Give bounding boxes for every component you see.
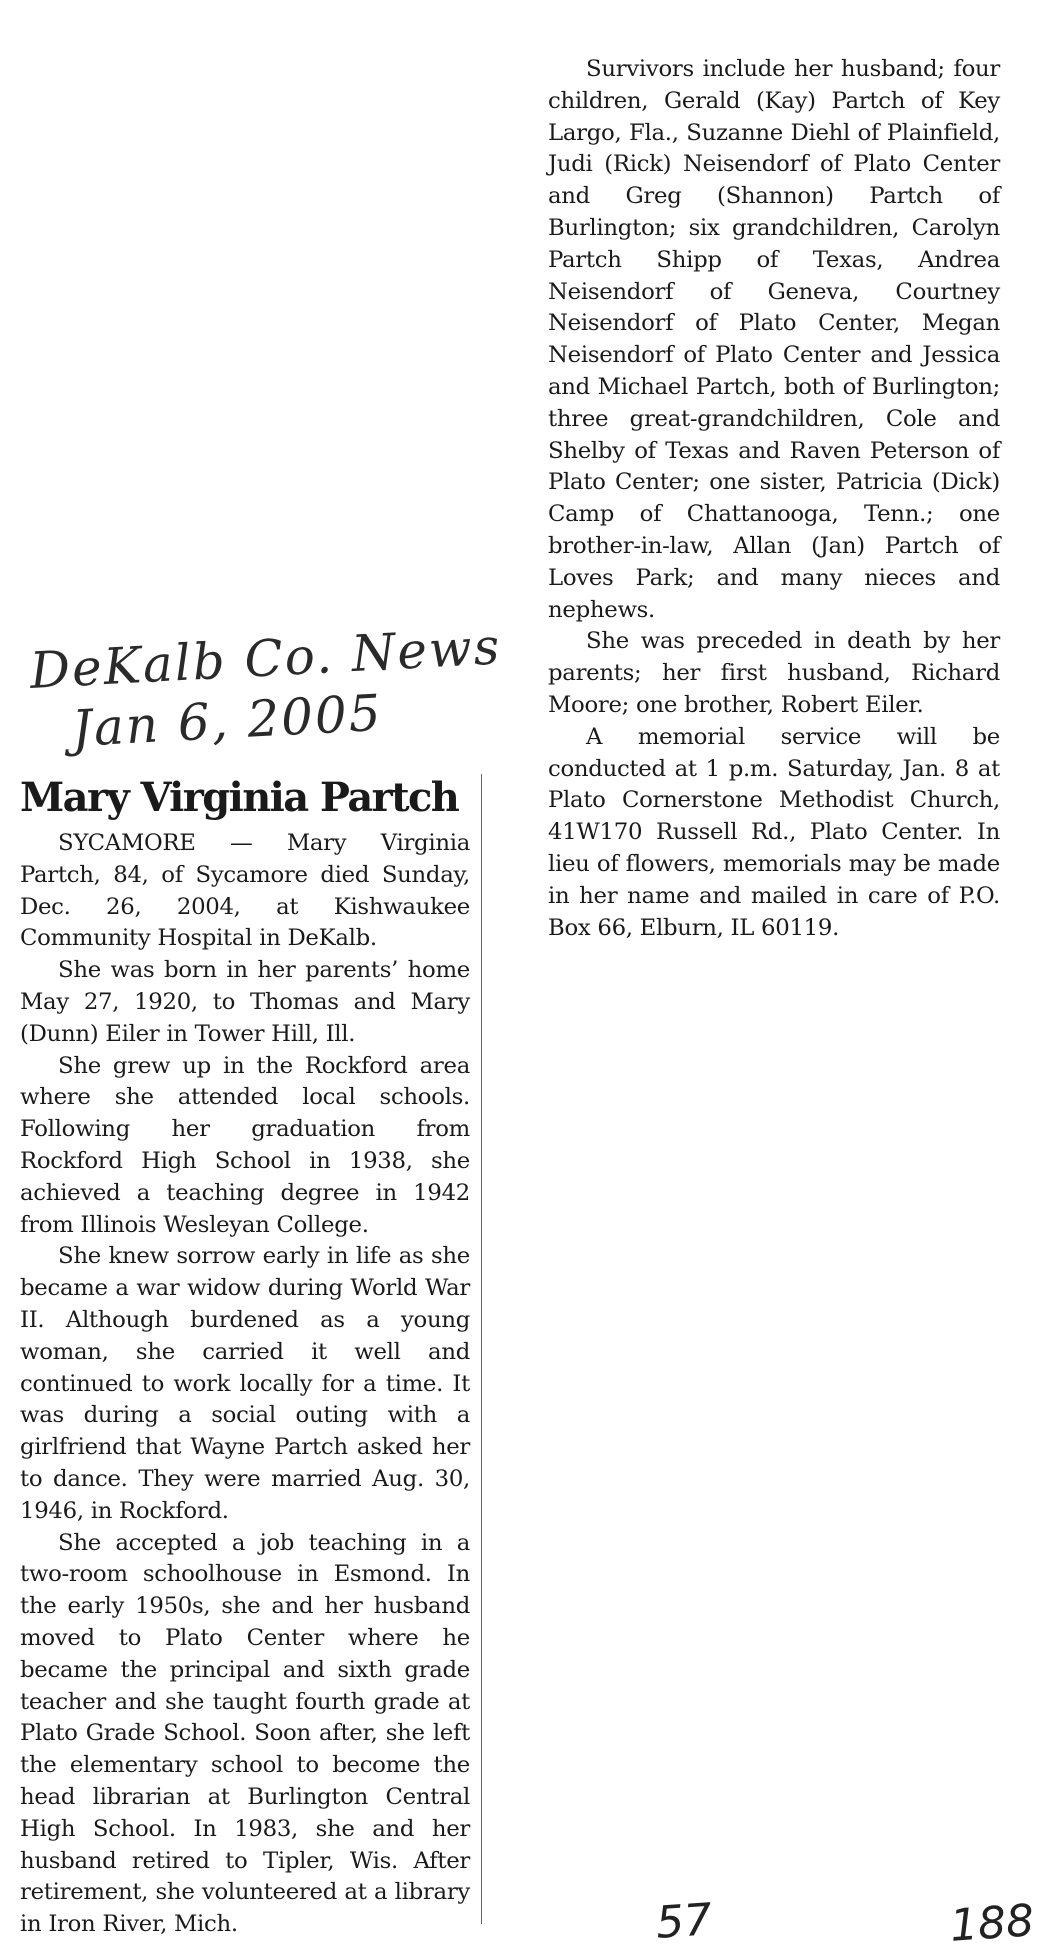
paragraph: She was preceded in death by her parents; her first husband, Richard Moore; one brother, Robert Eiler. bbox=[548, 628, 1000, 718]
handwritten-page-number: 57 bbox=[654, 1894, 714, 1949]
paragraph: She grew up in the Rockford area where she attended local schools. Following her graduation from Rockford High School in 1938, she achieved a teaching degree in 1942 from Illinois Wesleyan College. bbox=[20, 1052, 470, 1238]
paragraph: She was born in her parents’ home May 27, 1920, to Thomas and Mary (Dunn) Eiler in Tower Hill, Ill. bbox=[20, 957, 470, 1047]
handwritten-page-number: 188 bbox=[948, 1895, 1036, 1952]
paragraph: She accepted a job teaching in a two-room schoolhouse in Esmond. In the early 1950s, she and her husband moved to Plato Center where he became the principal and sixth grade teacher and she taught fourth grade at Plato Grade School. Soon after, she left the elementary school to become the head librarian at Burlington Central High School. In 1983, she and her husband retired to Tipler, Wis. After retirement, she volunteered at a library in Iron River, Mich. bbox=[20, 1529, 470, 1938]
left-column bbox=[20, 828, 470, 1941]
handwritten-source: DeKalb Co. News bbox=[28, 617, 503, 700]
right-column bbox=[548, 54, 1000, 944]
paragraph: She knew sorrow early in life as she became a war widow during World War II. Although burdened as a young woman, she carried it well and continued to work locally for a time. It was during a social outing with a girlfriend that Wayne Partch asked her to dance. They were married Aug. 30, 1946, in Rockford. bbox=[20, 1243, 470, 1524]
handwritten-date: Jan 6, 2005 bbox=[70, 683, 384, 758]
paragraph: SYCAMORE — Mary Virginia Partch, 84, of Sycamore died Sunday, Dec. 26, 2004, at Kishwaukee Community Hospital in DeKalb. bbox=[20, 830, 470, 952]
paragraph: Survivors include her husband; four children, Gerald (Kay) Partch of Key Largo, Fla., Suzanne Diehl of Plainfield, Judi (Rick) Neisendorf of Plato Center and Greg (Shannon) Partch of Burlington; six grandchildren, Carolyn Partch Shipp of Texas, Andrea Neisendorf of Geneva, Courtney Neisendorf of Plato Center, Megan Neisendorf of Plato Center and Jessica and Michael Partch, both of Burlington; three great-grandchildren, Cole and Shelby of Texas and Raven Peterson of Plato Center; one sister, Patricia (Dick) Camp of Chattanooga, Tenn.; one brother-in-law, Allan (Jan) Partch of Loves Park; and many nieces and nephews. bbox=[548, 56, 1000, 623]
column-divider bbox=[481, 774, 482, 1924]
paragraph: A memorial service will be conducted at 1 p.m. Saturday, Jan. 8 at Plato Cornerstone Methodist Church, 41W170 Russell Rd., Plato Center. In lieu of flowers, memorials may be made in her name and mailed in care of P.O. Box 66, Elburn, IL 60119. bbox=[548, 723, 1000, 941]
obituary-headline: Mary Virginia Partch bbox=[20, 774, 459, 821]
